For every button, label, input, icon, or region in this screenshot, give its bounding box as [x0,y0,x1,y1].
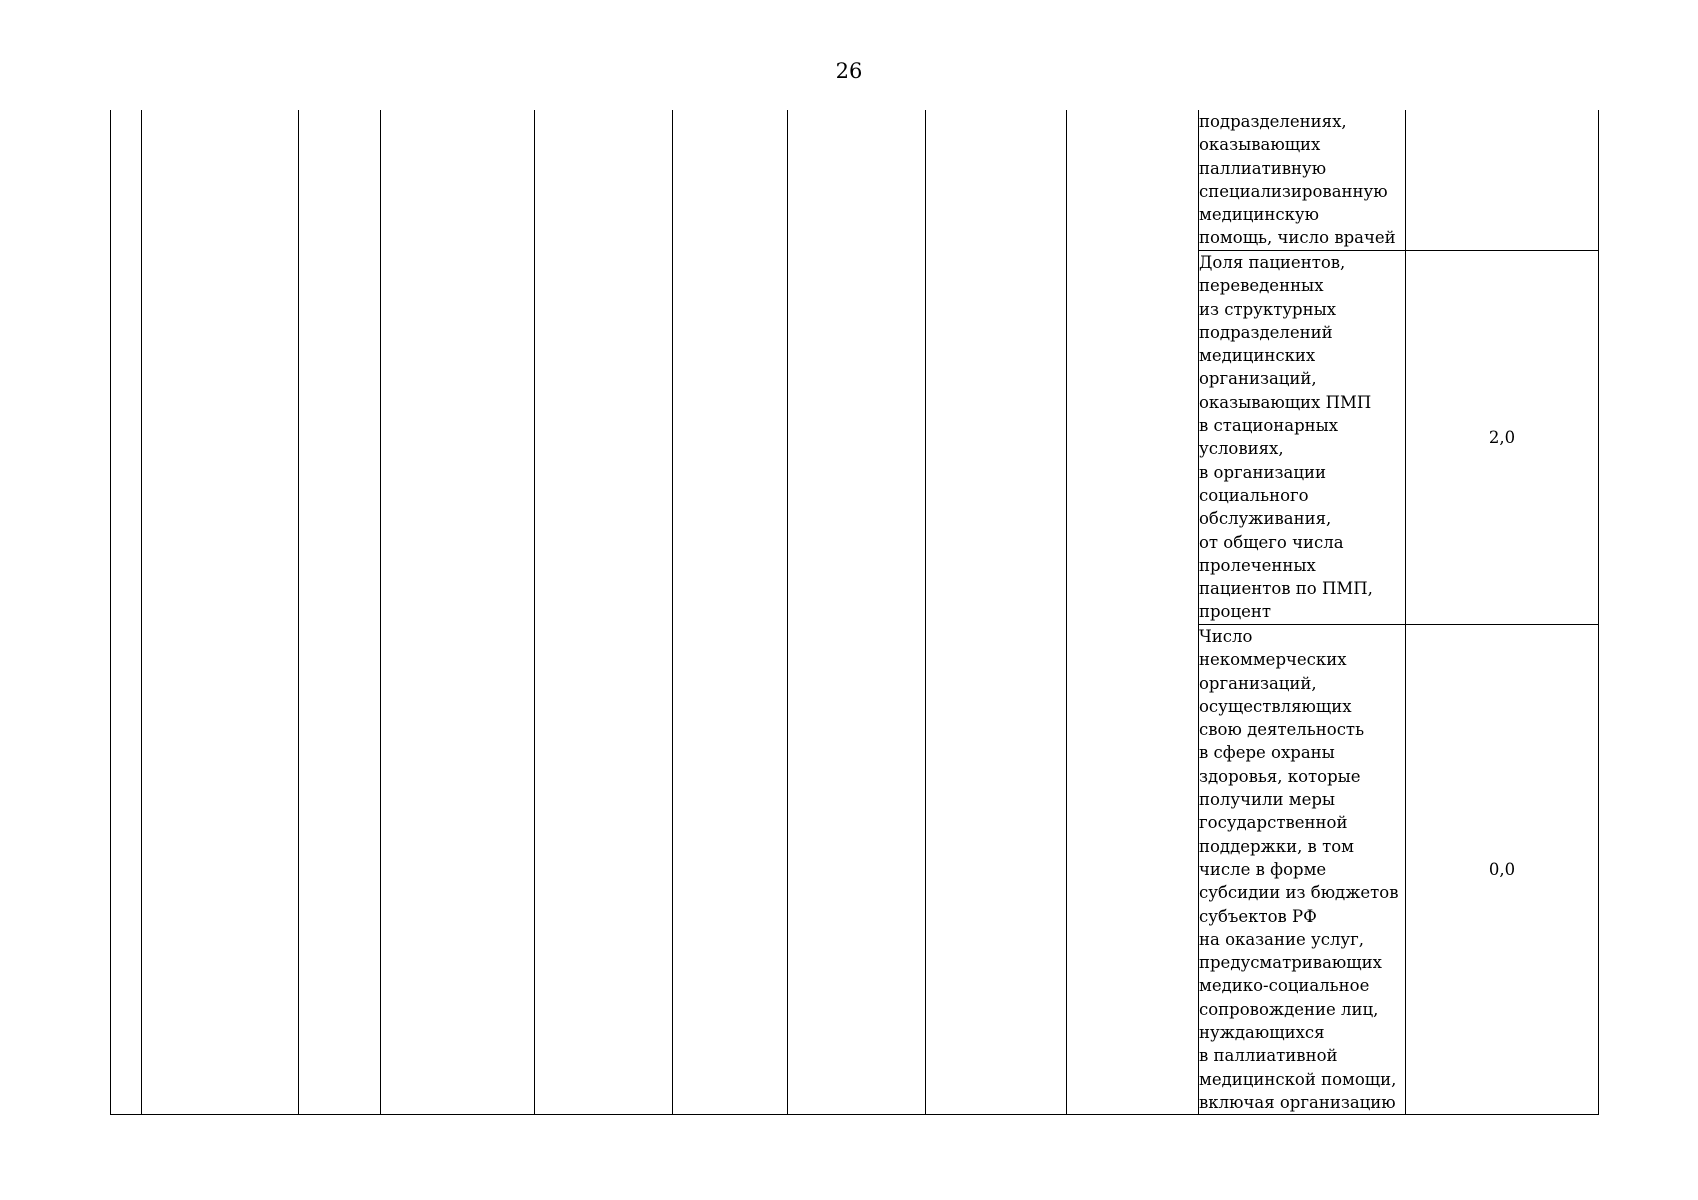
indicator-cell: Число некоммерческих организаций, осуществляющих свою деятельность в сфере охраны здоровья, которые получили меры государственной поддержки, в том числе в форме субсидии из бюджетов субъектов РФ на оказание услуг, предусматривающих медико-социальное сопровождение лиц, нуждающихся в паллиативной медицинской помощи, включая организацию [1199,625,1406,1115]
table-row [111,110,1599,251]
table-cell-empty [381,110,535,1115]
table-cell-empty [535,110,673,1115]
table-cell-empty [299,110,381,1115]
table-cell-empty [142,110,299,1115]
indicator-cell: подразделениях, оказывающих паллиативную специализированную медицинскую помощь, число врачей [1199,110,1406,251]
table-cell-empty [926,110,1067,1115]
indicator-cell: Доля пациентов, переведенных из структурных подразделений медицинских организаций, оказывающих ПМП в стационарных условиях, в организации социального обслуживания, от общего числа пролеченных пациентов по ПМП, процент [1199,251,1406,625]
value-cell: 0,0 [1406,625,1599,1115]
table-cell-empty [673,110,788,1115]
table-cell-empty [788,110,926,1115]
table-cell-empty [1067,110,1199,1115]
page-number: 26 [835,59,863,83]
value-cell [1406,110,1599,251]
data-table [110,110,1599,1115]
table-cell-empty [111,110,142,1115]
value-cell: 2,0 [1406,251,1599,625]
